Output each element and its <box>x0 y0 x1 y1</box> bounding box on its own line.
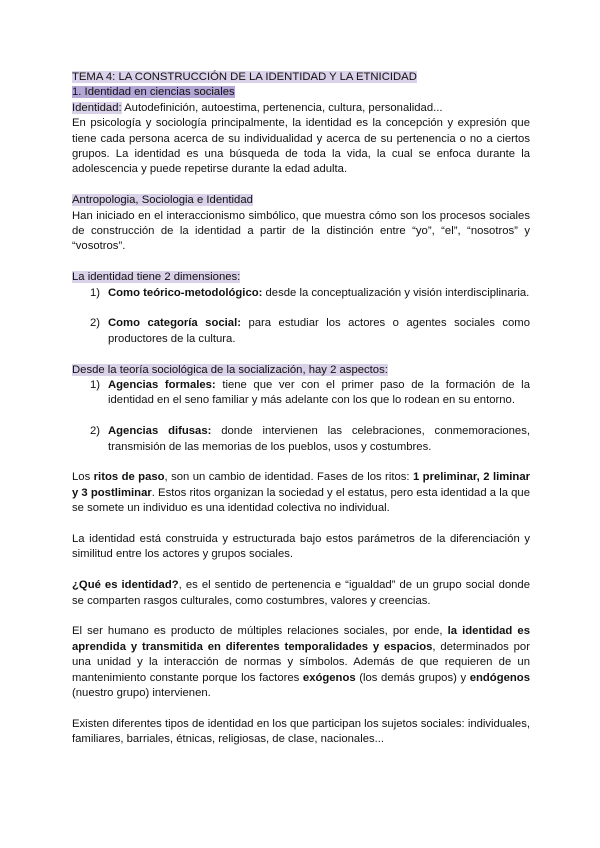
aspects-list <box>72 378 530 455</box>
document-title: TEMA 4: LA CONSTRUCCIÓN DE LA IDENTIDAD Y LA ETNICIDAD <box>72 71 417 83</box>
section-heading-identidad: 1. Identidad en ciencias sociales <box>72 86 235 99</box>
list-item: 1) Agencias formales: tiene que ver con el primer paso de la formación de la identidad en el seno familiar y más adelante con los que lo rodean en su entorno. <box>90 379 530 407</box>
definition-line: Identidad: Autodefinición, autoestima, pertenencia, cultura, personalidad... <box>72 101 443 114</box>
list-item: 1) Como teórico-metodológico: desde la conceptualización y visión interdisciplinaria. <box>90 286 530 299</box>
list-item: 2) Agencias difusas: donde intervienen las celebraciones, conmemoraciones, transmisión de las memorias de los pueblos, usos y costumbres. <box>90 425 530 453</box>
paragraph-ser-humano: El ser humano es producto de múltiples relaciones sociales, por ende, la identidad es aprendida y transmitida en diferentes temporalidades y espacios, determinados por una unidad y la interacción de normas y símbolos. Además de que requieren de un mantenimiento constante porque los factores exógenos (los demás grupos) y endógenos (nuestro grupo) intervienen. <box>72 625 530 700</box>
paragraph-identidad: En psicología y sociología principalmente, la identidad es la concepción y expresión que tiene cada persona acerca de su individualidad y acerca de su pertenencia o no a ciertos grupos. La identidad es una búsqueda de toda la vida, la cual se enfoca durante la adolescencia y puede repetirse durante la edad adulta. <box>72 117 530 176</box>
list-item: 2) Como categoría social: para estudiar los actores o agentes sociales como productores de la cultura. <box>90 317 530 345</box>
section-heading-antropologia: Antropologia, Sociologia e Identidad <box>72 194 253 207</box>
paragraph-tipos: Existen diferentes tipos de identidad en los que participan los sujetos sociales: individuales, familiares, barriales, étnicas, religiosas, de clase, nacionales... <box>72 717 530 746</box>
paragraph-ritos: Los ritos de paso, son un cambio de identidad. Fases de los ritos: 1 preliminar, 2 liminar y 3 postliminar. Estos ritos organizan la sociedad y el estatus, pero esta identidad a la que se somete un individuo es una identidad colectiva no individual. <box>72 471 530 515</box>
paragraph-que-es: ¿Qué es identidad?, es el sentido de pertenencia e “igualdad” de un grupo social donde se comparten rasgos culturales, como costumbres, valores y creencias. <box>72 579 530 607</box>
dimensions-heading: La identidad tiene 2 dimensiones: <box>72 271 241 284</box>
paragraph-interaccionismo: Han iniciado en el interaccionismo simbólico, que muestra cómo son los procesos sociales de construcción de la identidad a partir de la distinción entre “yo”, “el”, “nosotros” y “vosotros”. <box>72 209 530 253</box>
paragraph-construida: La identidad está construida y estructurada bajo estos parámetros de la diferenciación y similitud entre los actores y grupos sociales. <box>72 533 530 561</box>
aspects-heading: Desde la teoría sociológica de la socialización, hay 2 aspectos: <box>72 363 388 376</box>
dimensions-list <box>72 286 530 348</box>
